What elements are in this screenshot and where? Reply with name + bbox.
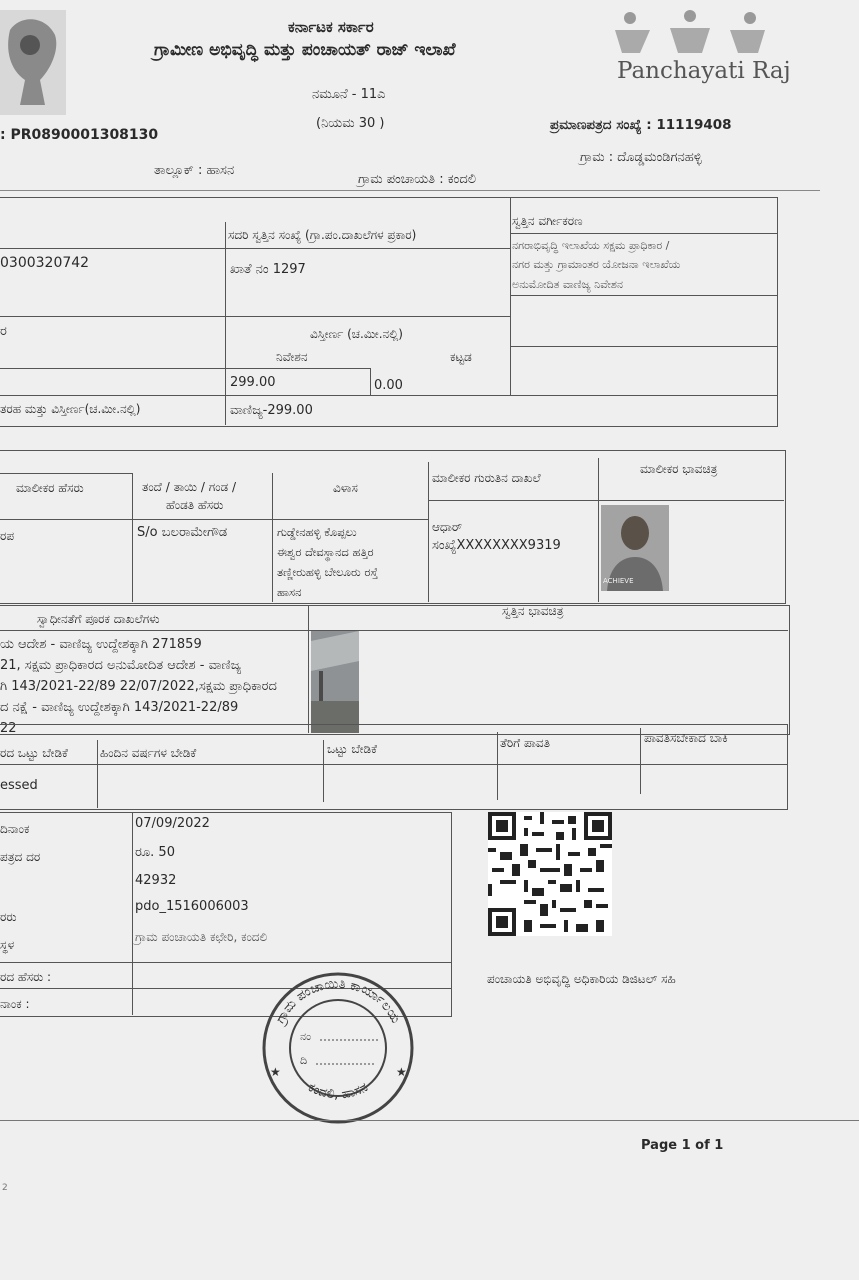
site-area-value: 299.00 bbox=[230, 375, 276, 390]
margin-mark: 2 bbox=[2, 1183, 8, 1193]
seal-top-text: ಗ್ರಾಮ ಪಂಚಾಯಿತಿ ಕಾರ್ಯಾಲಯ bbox=[273, 976, 403, 1027]
owner-address-line: ತಣ್ಣೀರುಹಳ್ಳಿ ಬೇಲೂರು ರಸ್ತೆ bbox=[277, 565, 378, 579]
seal-date: ದಿ bbox=[300, 1054, 308, 1067]
owner-address-line: ಹಾಸನ bbox=[277, 585, 302, 599]
col-asset-number: ಸದರಿ ಸ್ವತ್ತಿನ ಸಂಖ್ಯೆ (ಗ್ರಾ.ಪಂ.ದಾಖಲೆಗಳ ಪ್ರಕಾರ) bbox=[228, 228, 417, 242]
place-label: ಸ್ಥಳ bbox=[0, 938, 15, 952]
property-photo bbox=[311, 631, 359, 733]
col-relation: ಹೆಂಡತಿ ಹೆಸರು bbox=[166, 498, 224, 512]
col-owner-id: ಮಾಲೀಕರ ಗುರುತಿನ ದಾಖಲೆ bbox=[432, 471, 541, 485]
issuer-label: ರರು bbox=[0, 910, 17, 924]
type-area-value: ವಾಣಿಜ್ಯ-299.00 bbox=[230, 403, 313, 418]
document-line: ದ ನಕ್ಷೆ - ವಾಣಿಜ್ಯ ಉದ್ದೇಶಕ್ಕಾಗಿ 143/2021-22/89 bbox=[0, 700, 239, 715]
owner-relation: S/o ಬಲರಾಮೇಗೌಡ bbox=[137, 525, 228, 540]
row-label-fragment: ರ bbox=[0, 324, 7, 339]
digital-signature-note: ಪಂಚಾಯತಿ ಅಭಿವೃದ್ಧಿ ಅಧಿಕಾರಿಯ ಡಿಜಿಟಲ್ ಸಹಿ bbox=[487, 972, 676, 986]
col-owner-name: ಮಾಲೀಕರ ಹೆಸರು bbox=[16, 481, 84, 495]
owner-photo bbox=[601, 505, 669, 591]
property-id-value: 0300320742 bbox=[0, 255, 90, 271]
document-line: 22 bbox=[0, 721, 17, 736]
receipt-number: 42932 bbox=[135, 873, 177, 888]
document-line: ಗಿ 143/2021-22/89 22/07/2022,ಸಕ್ಷಮ ಪ್ರಾಧಿಕಾರದ bbox=[0, 679, 277, 694]
qr-code-icon bbox=[488, 812, 612, 936]
owner-name: ರಪ bbox=[0, 529, 15, 543]
owner-id-type: ಆಧಾರ್ bbox=[432, 520, 463, 534]
form-number: ನಮೂನೆ - 11ಎ bbox=[312, 87, 386, 102]
karnataka-emblem-icon bbox=[0, 10, 66, 115]
col-tax-paid: ತೆರಿಗೆ ಪಾವತಿ bbox=[500, 736, 550, 750]
owner-address-line: ಗುಡ್ಡೇನಹಳ್ಳಿ ಕೊಪ್ಪಲು bbox=[277, 525, 357, 539]
photo-caption: ACHIEVE bbox=[603, 577, 634, 585]
place-value: ಗ್ರಾಮ ಪಂಚಾಯತಿ ಕಛೇರಿ, ಕಂದಲಿ bbox=[135, 930, 268, 944]
date-label: ದಿನಾಂಕ bbox=[0, 822, 30, 836]
svg-text:★: ★ bbox=[270, 1065, 281, 1079]
col-classification: ಸ್ವತ್ತಿನ ವರ್ಗೀಕರಣ bbox=[512, 214, 583, 228]
building-label: ಕಟ್ಟಡ bbox=[450, 350, 472, 364]
col-balance-due: ಪಾವತಿಸಬೇಕಾದ ಬಾಕಿ bbox=[644, 731, 728, 745]
col-address: ವಿಳಾಸ bbox=[333, 481, 358, 495]
type-area-label: ತರಹ ಮತ್ತು ವಿಸ್ತೀರ್ಣ(ಚ.ಮೀ.ನಲ್ಲಿ) bbox=[0, 402, 141, 416]
panchayati-raj-logo-icon bbox=[610, 8, 770, 58]
property-id: : PR0890001308130 bbox=[0, 127, 159, 143]
total-demand-value: essed bbox=[0, 778, 38, 793]
svg-text:ಗ್ರಾಮ ಪಂಚಾಯಿತಿ ಕಾರ್ಯಾಲಯ bbox=[272, 977, 403, 1029]
page-number: Page 1 of 1 bbox=[641, 1138, 724, 1153]
site-label: ನಿವೇಶನ bbox=[276, 350, 308, 364]
taluk: ತಾಲ್ಲೂಕ್ : ಹಾಸನ bbox=[154, 163, 235, 178]
rule-number: (ನಿಯಮ 30 ) bbox=[316, 116, 385, 131]
owner-id-value: ಸಂಖ್ಯೆXXXXXXXX9319 bbox=[432, 538, 561, 553]
khata-number: ಖಾತೆ ನಂ 1297 bbox=[230, 262, 306, 277]
issuer-id: pdo_1516006003 bbox=[135, 899, 249, 914]
area-label: ವಿಸ್ತೀರ್ಣ (ಚ.ಮೀ.ನಲ್ಲಿ) bbox=[310, 327, 403, 341]
document-line: ಯ ಆದೇಶ - ವಾಣಿಜ್ಯ ಉದ್ದೇಶಕ್ಕಾಗಿ 271859 bbox=[0, 637, 202, 652]
owner-address-line: ಈಶ್ವರ ದೇವಸ್ಥಾನದ ಹತ್ತಿರ bbox=[277, 545, 374, 559]
document-line: 21, ಸಕ್ಷಮ ಪ್ರಾಧಿಕಾರದ ಅನುಮೋದಿತ ಆದೇಶ - ವಾಣಿಜ್ಯ bbox=[0, 658, 242, 673]
village: ಗ್ರಾಮ : ದೊಡ್ಡಮಂಡಿಗನಹಳ್ಳಿ bbox=[580, 150, 702, 165]
documents-label: ಸ್ವಾಧೀನತೆಗೆ ಪೂರಕ ದಾಖಲೆಗಳು bbox=[37, 612, 160, 626]
panchayati-raj-logo-text: Panchayati Raj bbox=[617, 58, 791, 84]
svg-text:ಕಂದಲಿ, ಹಾಸನ bbox=[306, 1080, 371, 1102]
col-demand: ಒಟ್ಟು ಬೇಡಿಕೆ bbox=[327, 742, 377, 756]
issue-date: 07/09/2022 bbox=[135, 816, 210, 831]
seal-no: ನಂ bbox=[300, 1030, 311, 1043]
col-owner-photo: ಮಾಲೀಕರ ಭಾವಚಿತ್ರ bbox=[640, 462, 718, 476]
certificate-number: ಪ್ರಮಾಣಪತ್ರದ ಸಂಖ್ಯೆ : 11119408 bbox=[550, 117, 732, 133]
col-previous-demand: ಹಿಂದಿನ ವರ್ಷಗಳ ಬೇಡಿಕೆ bbox=[100, 746, 197, 760]
classification-line: ನಗರ ಮತ್ತು ಗ್ರಾಮಾಂತರ ಯೋಜನಾ ಇಲಾಖೆಯ bbox=[512, 258, 681, 271]
property-photo-label: ಸ್ವತ್ತಿನ ಭಾವಚಿತ್ರ bbox=[502, 604, 564, 618]
name-label: ರದ ಹೆಸರು : bbox=[0, 970, 52, 984]
building-area-value: 0.00 bbox=[374, 378, 403, 393]
dept-title: ಗ್ರಾಮೀಣ ಅಭಿವೃದ್ಧಿ ಮತ್ತು ಪಂಚಾಯತ್ ರಾಜ್ ಇಲಾಖೆ bbox=[154, 40, 456, 60]
fee-value: ರೂ. 50 bbox=[135, 845, 175, 860]
fee-label: ಪತ್ರದ ದರ bbox=[0, 850, 41, 864]
seal-bottom-text: ಕಂದಲಿ, ಹಾಸನ bbox=[305, 1079, 371, 1103]
gov-title: ಕರ್ನಾಟಕ ಸರ್ಕಾರ bbox=[288, 18, 374, 36]
panchayat-seal-icon bbox=[258, 968, 418, 1128]
gram-panchayat: ಗ್ರಾಮ ಪಂಚಾಯತಿ : ಕಂದಲಿ bbox=[358, 172, 476, 187]
date2-label: ನಾಂಕ : bbox=[0, 997, 30, 1011]
svg-text:★: ★ bbox=[396, 1065, 407, 1079]
classification-line: ನಗರಾಭಿವೃದ್ಧಿ ಇಲಾಖೆಯ ಸಕ್ಷಮ ಪ್ರಾಧಿಕಾರ / bbox=[512, 239, 670, 252]
col-total-demand: ರದ ಒಟ್ಟು ಬೇಡಿಕೆ bbox=[0, 746, 68, 760]
classification-line: ಅನುಮೋದಿತ ವಾಣಿಜ್ಯ ನಿವೇಶನ bbox=[512, 278, 624, 291]
col-relation: ತಂದೆ / ತಾಯಿ / ಗಂಡ / bbox=[142, 480, 237, 494]
